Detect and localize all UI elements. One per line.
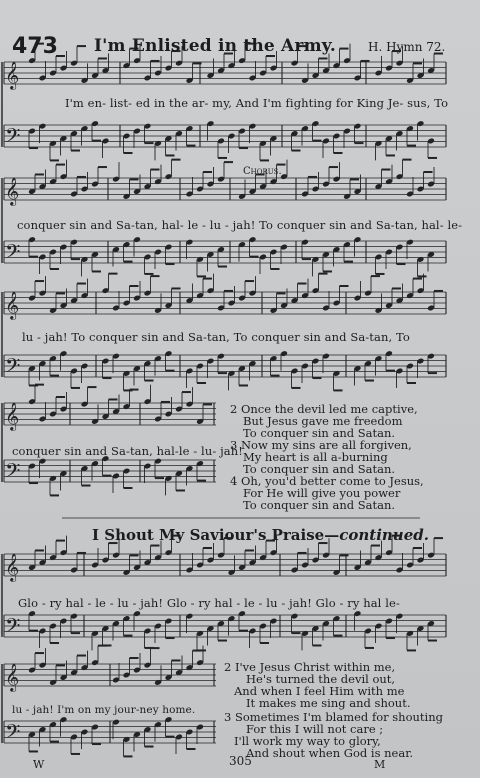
treble-clef: 𝄞 — [5, 402, 20, 430]
verse-line: But Jesus gave me freedom — [243, 414, 403, 428]
verse-line: He's turned the devil out, — [246, 672, 396, 686]
verse-line: 4 Oh, you'd better come to Jesus, — [230, 474, 424, 488]
hymn-title: I'm Enlisted in the Army. — [94, 36, 337, 56]
lyric-line-1: I'm en- list- ed in the ar- my, And I'm fighting for King Je- sus, To — [65, 96, 449, 110]
lyric-line-2: conquer sin and Sa-tan, hal- le - lu - jah! To conquer sin and Sa-tan, hal- le- — [17, 218, 463, 232]
treble-clef: 𝄞 — [5, 291, 20, 319]
treble-clef: 𝄞 — [5, 61, 20, 89]
page-number: 305 — [229, 754, 252, 768]
tune-reference: H. Hymn 72. — [368, 40, 446, 54]
bass-clef: 𝄢 — [5, 459, 21, 487]
treble-clef: 𝄞 — [5, 553, 20, 581]
bass-clef: 𝄢 — [5, 614, 21, 642]
verse-line: For this I will not care ; — [246, 722, 384, 736]
verse-line: 2 I've Jesus Christ within me, — [224, 660, 396, 674]
verse-line: It makes me sing and shout. — [246, 696, 411, 710]
bass-clef: 𝄢 — [5, 240, 21, 268]
continued-label: continued. — [339, 526, 429, 544]
verse-line: To conquer sin and Satan. — [243, 426, 396, 440]
verse-line: And when I feel Him with me — [234, 684, 405, 698]
verse-line: My heart is all a-burning — [243, 450, 388, 464]
footer-mark-left: W — [33, 758, 45, 771]
treble-clef: 𝄞 — [5, 177, 20, 205]
lyric-line-4: conquer sin and Sa-tan, hal-le - lu- jah! — [12, 444, 243, 458]
hymn-number: 473 — [12, 34, 58, 59]
verse-line: 3 Sometimes I'm blamed for shouting — [224, 710, 443, 724]
verse-line: To conquer sin and Satan. — [243, 498, 396, 512]
verse-line: And shout when God is near. — [246, 746, 414, 760]
verse-line: For He will give you power — [243, 486, 401, 500]
verse-line: 2 Once the devil led me captive, — [230, 402, 418, 416]
lyric-line-6: lu - jah! I'm on my jour-ney home. — [12, 704, 196, 716]
continued-hymn-title: I Shout My Saviour's Praise—continued. — [92, 526, 429, 544]
verse-line: 3 Now my sins are all forgiven, — [230, 438, 412, 452]
verse-line: To conquer sin and Satan. — [243, 462, 396, 476]
bass-clef: 𝄢 — [5, 124, 21, 152]
treble-clef: 𝄞 — [5, 663, 20, 691]
footer-mark-right: M — [374, 758, 386, 771]
lyric-line-3: lu - jah! To conquer sin and Sa-tan, To conquer sin and Sa-tan, To — [22, 330, 410, 344]
chorus-label: Chorus. — [243, 166, 282, 177]
verse-line: I'll work my way to glory, — [234, 734, 381, 748]
bass-clef: 𝄢 — [5, 720, 21, 748]
bass-clef: 𝄢 — [5, 354, 21, 382]
lyric-line-5: Glo - ry hal - le - lu - jah! Glo - ry hal - le - lu - jah! Glo - ry hal le- — [18, 596, 400, 610]
